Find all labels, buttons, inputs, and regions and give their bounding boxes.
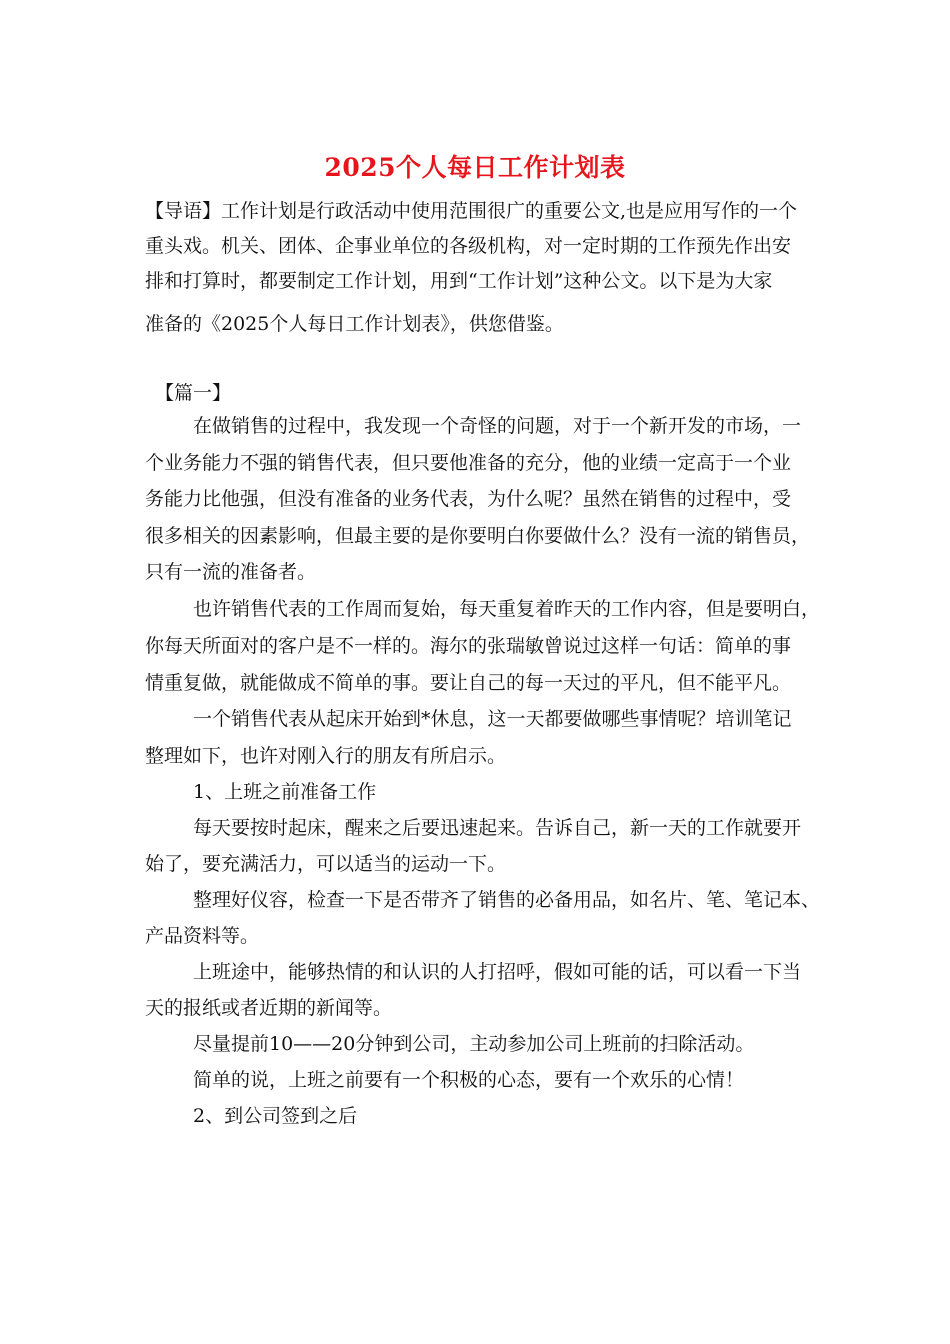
body-line: 尽量提前10——20分钟到公司，主动参加公司上班前的扫除活动。 (193, 1033, 755, 1055)
list-heading: 2、到公司签到之后 (193, 1105, 358, 1127)
body-line: 简单的说，上班之前要有一个积极的心态，要有一个欢乐的心情！ (193, 1069, 745, 1091)
document-title: 2025个人每日工作计划表 (324, 153, 626, 182)
body-line: 你每天所面对的客户是不一样的。海尔的张瑞敏曾说过这样一句话：简单的事 (145, 635, 792, 657)
body-line: 在做销售的过程中，我发现一个奇怪的问题，对于一个新开发的市场，一 (193, 415, 802, 437)
body-line: 上班途中，能够热情的和认识的人打招呼，假如可能的话，可以看一下当 (193, 961, 802, 983)
body-line: 也许销售代表的工作周而复始，每天重复着昨天的工作内容，但是要明白， (193, 598, 821, 620)
body-line: 务能力比他强，但没有准备的业务代表，为什么呢？虽然在销售的过程中，受 (145, 488, 792, 510)
body-line: 一个销售代表从起床开始到*休息，这一天都要做哪些事情呢？培训笔记 (193, 708, 792, 730)
intro-line: 重头戏。机关、团体、企事业单位的各级机构，对一定时期的工作预先作出安 (145, 235, 792, 257)
body-line: 整理如下，也许对刚入行的朋友有所启示。 (145, 745, 507, 767)
section-heading: 【篇一】 (155, 382, 232, 404)
body-line: 个业务能力不强的销售代表，但只要他准备的充分，他的业绩一定高于一个业 (145, 452, 792, 474)
intro-line: 准备的《2025个人每日工作计划表》，供您借鉴。 (145, 313, 564, 335)
intro-line: 【导语】工作计划是行政活动中使用范围很广的重要公文,也是应用写作的一个 (145, 200, 798, 222)
body-line: 每天要按时起床，醒来之后要迅速起来。告诉自己，新一天的工作就要开 (193, 817, 802, 839)
body-line: 很多相关的因素影响，但最主要的是你要明白你要做什么？没有一流的销售员， (145, 525, 811, 547)
body-line: 只有一流的准备者。 (145, 561, 317, 583)
intro-line: 排和打算时，都要制定工作计划，用到“工作计划”这种公文。以下是为大家 (145, 270, 773, 292)
body-line: 整理好仪容，检查一下是否带齐了销售的必备用品，如名片、笔、笔记本、 (193, 889, 821, 911)
body-line: 始了，要充满活力，可以适当的运动一下。 (145, 853, 507, 875)
list-heading: 1、上班之前准备工作 (193, 781, 377, 803)
body-line: 天的报纸或者近期的新闻等。 (145, 997, 393, 1019)
body-line: 情重复做，就能做成不简单的事。要让自己的每一天过的平凡，但不能平凡。 (145, 672, 792, 694)
body-line: 产品资料等。 (145, 925, 260, 947)
